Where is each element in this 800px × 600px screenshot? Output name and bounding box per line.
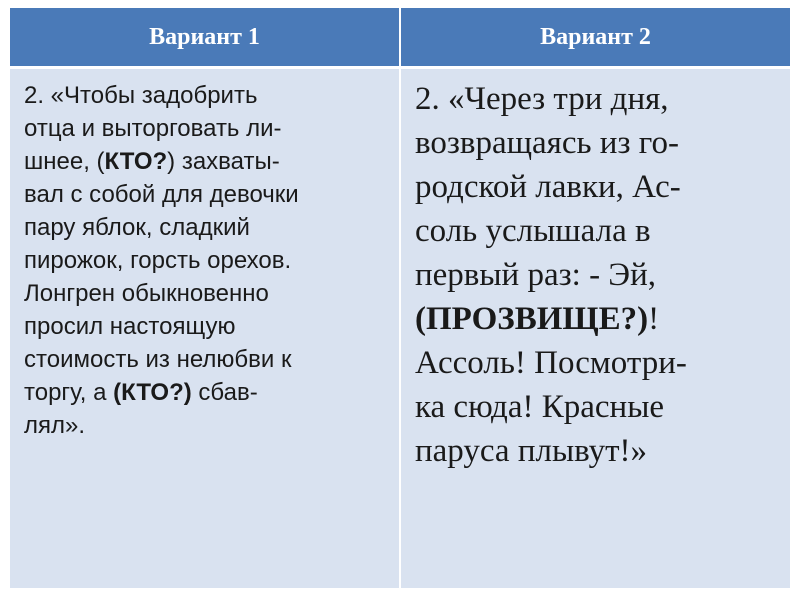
variant-1-cell — [10, 68, 400, 589]
variant-1-line: пирожок, горсть орехов. — [24, 247, 292, 274]
variant-2-line: паруса плывут!» — [415, 433, 647, 469]
variants-table — [10, 8, 790, 588]
variant-1-line — [24, 145, 387, 178]
table-header-row — [10, 8, 790, 68]
variant-1-line: лял». — [24, 412, 86, 439]
variant-2-line: родской лавки, Ас- — [415, 169, 681, 205]
variant-2-cell — [400, 68, 790, 589]
variant-2-line: возвращаясь из го- — [415, 125, 679, 161]
variant-1-line: просил настоящую — [24, 313, 236, 340]
variant-1-text: ) захваты- — [167, 148, 280, 175]
variant-1-line: пару яблок, сладкий — [24, 214, 250, 241]
variant-1-line: стоимость из нелюбви к — [24, 346, 292, 373]
variant-2-line: ка сюда! Красные — [415, 389, 665, 425]
variant-1-line: 2. «Чтобы задобрить — [24, 82, 258, 109]
variant-1-text: торгу, а — [24, 379, 114, 406]
variant-1-line: Лонгрен обыкновенно — [24, 280, 269, 307]
variant-2-line: 2. «Через три дня, — [415, 81, 669, 117]
variant-1-text: шнее, ( — [24, 148, 105, 175]
variant-1-line: вал с собой для девочки — [24, 181, 299, 208]
question-marker: (ПРОЗВИЩЕ?) — [415, 301, 649, 337]
variant-2-line — [415, 297, 780, 341]
variant-1-line: отца и выторговать ли- — [24, 115, 282, 142]
variant-2-text: ! — [648, 301, 660, 337]
question-marker: КТО? — [104, 148, 168, 175]
variant-2-line: первый раз: - Эй, — [415, 257, 657, 293]
variant-2-line: Ассоль! Посмотри- — [415, 345, 687, 381]
header-variant-2: Вариант 2 — [400, 8, 790, 68]
variant-1-text: сбав- — [191, 379, 258, 406]
table-row — [10, 68, 790, 589]
header-variant-1: Вариант 1 — [10, 8, 400, 68]
variant-1-line — [24, 376, 387, 409]
question-marker: (КТО?) — [113, 379, 192, 406]
variant-2-line: соль услышала в — [415, 213, 651, 249]
